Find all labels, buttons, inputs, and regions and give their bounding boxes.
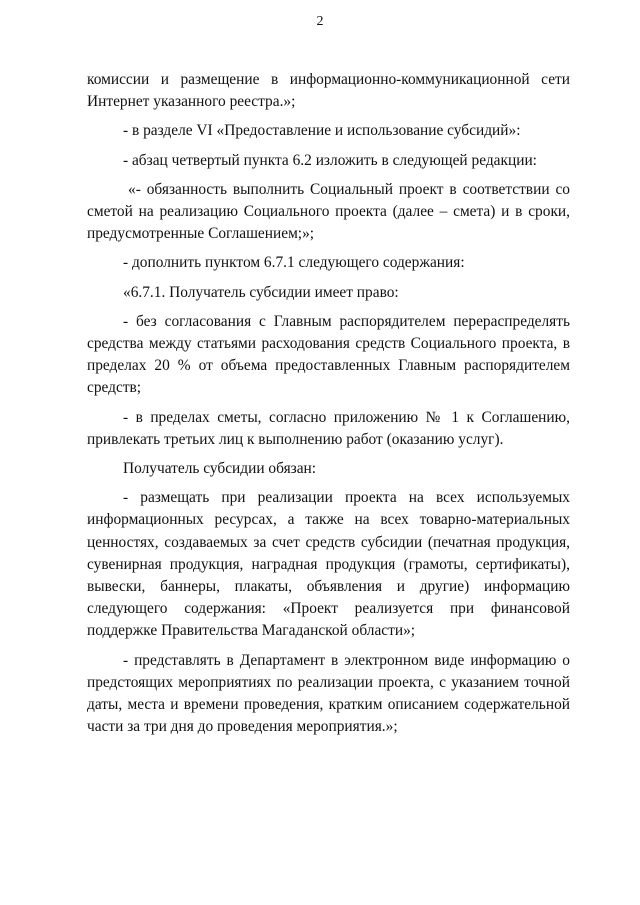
paragraph-6-7-1-heading: «6.7.1. Получатель субсидии имеет право:	[123, 283, 399, 301]
paragraph-obligation-social-project: «- обязанность выполнить Социальный проект в соответствии со сметой на реализацию Социального проекта (далее – смета) и в сроки, предусмотренные Соглашением;»;	[87, 180, 570, 243]
paragraph-add-point-6-7-1: - дополнить пунктом 6.7.1 следующего содержания:	[123, 254, 465, 272]
document-body	[87, 69, 570, 745]
paragraph-publish-information: - размещать при реализации проекта на всех используемых информационных ресурсах, а также на всех товарно-материальных ценностях, создаваемых за счет средств субсидии (печатная продукция, сувенирная продукция, наградная продукция (грамоты, сертификаты), вывески, баннеры, плакаты, объявления и другие) информацию следующего содержания: «Проект реализуется при финансовой поддержке Правительства Магаданской области»;	[87, 489, 570, 640]
paragraph-notify-department: - представлять в Департамент в электронном виде информацию о предстоящих мероприятиях по реализации проекта, с указанием точной даты, места и времени проведения, кратким описанием содержательной части за три дня до проведения мероприятия.»;	[87, 651, 570, 736]
paragraph-recipient-obliged: Получатель субсидии обязан:	[123, 460, 317, 478]
paragraph-point-6-2: - абзац четвертый пункта 6.2 изложить в следующей редакции:	[123, 151, 537, 169]
page-number: 2	[316, 14, 324, 29]
paragraph-section-vi: - в разделе VI «Предоставление и использование субсидий»:	[123, 122, 521, 140]
paragraph-third-parties: - в пределах сметы, согласно приложению № 1 к Соглашению, привлекать третьих лиц к выполнению работ (оказанию услуг).	[87, 408, 570, 448]
paragraph-redistribute-funds: - без согласования с Главным распорядителем перераспределять средства между статьями расходования средств Социального проекта, в пределах 20 % от объема предоставленных Главным распорядителем средств;	[87, 312, 570, 397]
paragraph-registry-continuation: комиссии и размещение в информационно-коммуникационной сети Интернет указанного реестра.»;	[87, 71, 570, 111]
